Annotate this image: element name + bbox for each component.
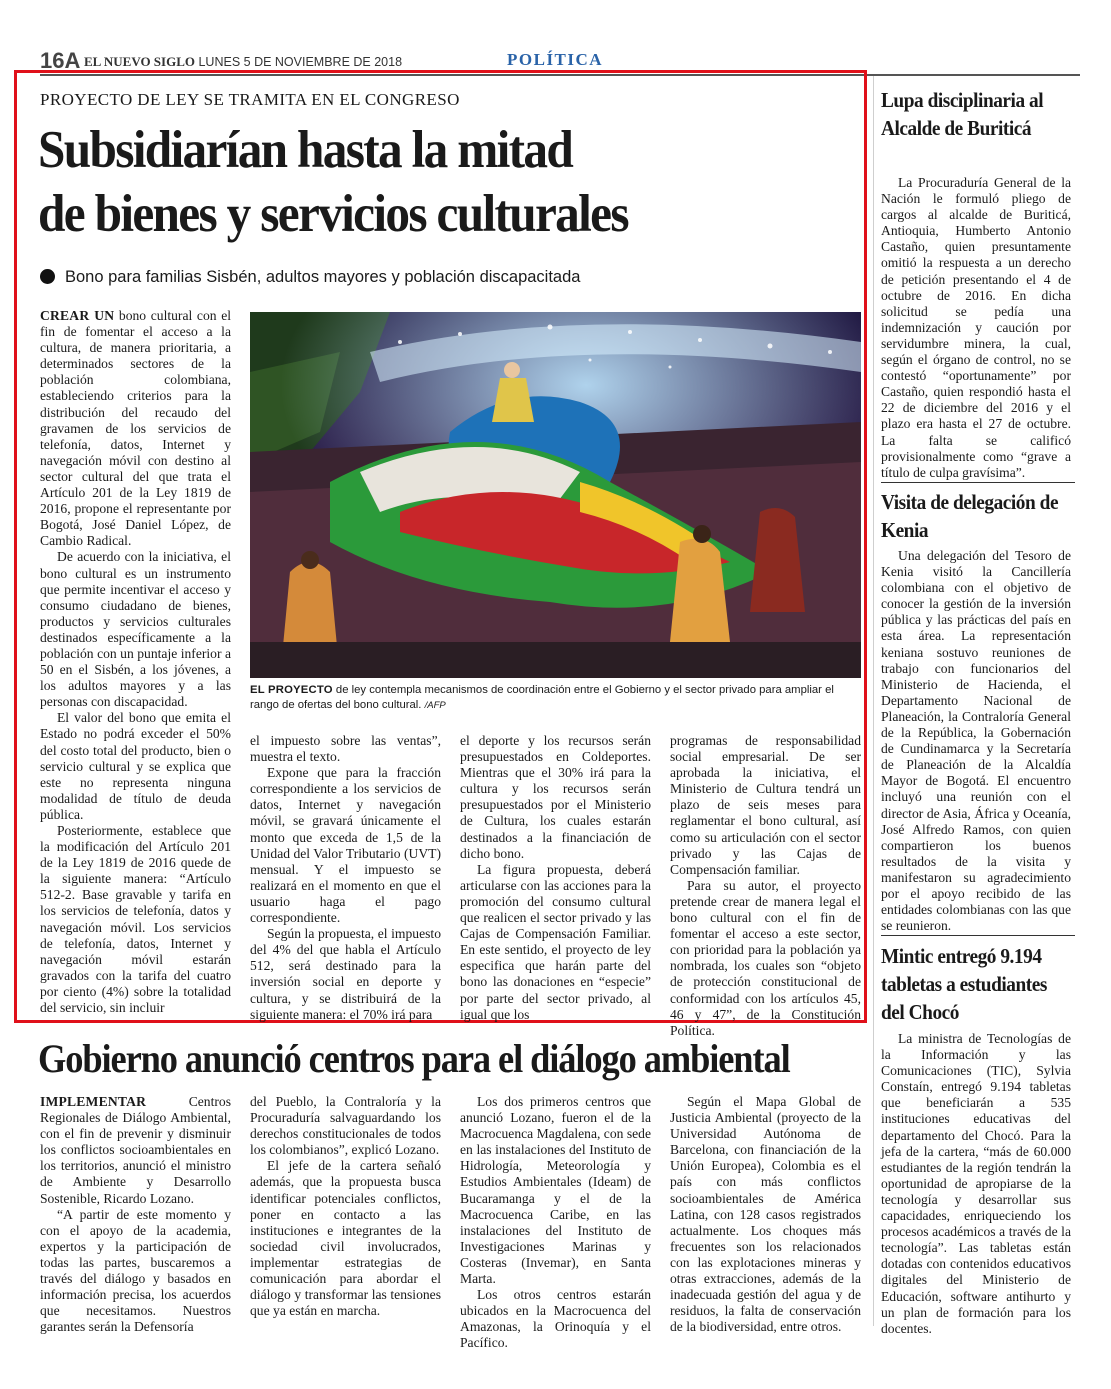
paragraph: Los otros centros estarán ubicados en la Macrocuenca del Amazonas, la Orinoquía y el Pacífico.	[460, 1287, 651, 1351]
section-label: POLÍTICA	[507, 50, 604, 69]
paragraph	[40, 308, 231, 549]
second-column-2	[250, 1094, 441, 1319]
paragraph: Una delegación del Tesoro de Kenia visitó la Cancillería colombiana con el objetivo de conocer la gestión de la inversión pública y las prácticas del país en esta área. La representación keniana sostuvo reuniones de trabajo con funcionarios del Ministerio de Hacienda, el Departamento Nacional de Planeación, la Contraloría General de la República, la Gobernación de Cundinamarca y la Secretaría de Planeación de la Alcaldía Mayor de Bogotá. El encuentro incluyó una reunión con el director de Asia, África y Oceanía, José Alfredo Ramos, con quien compartieron los buenos resultados de la visita y manifestaron su agradecimiento por el apoyo recibido de las entidades colombianas con las que se reunieron.	[881, 548, 1071, 934]
paragraph	[40, 1094, 231, 1207]
page-number: 16A	[40, 48, 81, 73]
paragraph: De acuerdo con la iniciativa, el bono cultural es un instrumento que permite incentivar el acceso y consumo ciudadano de bienes, productos y servicios culturales destinados específicamente a la población con un puntaje inferior a 50 en el Sisbén, a los jóvenes, a los adultos mayores y a las personas con discapacidad.	[40, 549, 231, 710]
main-headline	[38, 118, 801, 246]
caption-lead: EL PROYECTO	[250, 684, 333, 696]
paragraph-text: Centros Regionales de Diálogo Ambiental, con el fin de prevenir y disminuir los conflictos socioambientales en los territorios, anunció el ministro de Ambiente y Desarrollo Sostenible, Ricardo Lozano.	[40, 1094, 231, 1206]
second-column-1	[40, 1094, 231, 1335]
carnival-photo	[250, 312, 861, 678]
brief-divider	[881, 935, 1075, 936]
paragraph: Posteriormente, establece que la modificación del Artículo 201 de la Ley 1819 de 2016 quede de la siguiente manera: “Artículo 512-2. Base gravable y tarifa en los servicios de telefonía, datos y navegación móvil. Los servicios de telefonía, datos, Internet y navegación móvil estarán gravados con la tarifa del cuatro por ciento (4%) sobre la totalidad del servicio, sin incluir	[40, 823, 231, 1016]
paragraph: Según la propuesta, el impuesto del 4% del que habla el Artículo 512, será destinado para la inversión social en deporte y cultura, y se distribuirá de la siguiente manera: el 70% irá para	[250, 926, 441, 1022]
main-column-1	[40, 308, 231, 1016]
paragraph: La ministra de Tecnologías de la Información y las Comunicaciones (TIC), Sylvia Constaín, entregó 9.194 tabletas que beneficiarán a 535 instituciones educativas del departamento del Chocó. Para la jefa de la cartera, “más de 60.000 estudiantes de la región tendrán la oportunidad de apropiarse de la tecnología y desarrollar sus capacidades, enriqueciendo los procesos académicos a través de la tecnología”. Las tabletas están dotadas con contenidos educativos digitales del Ministerio de Educación, software antihurto y un plan de formación para los docentes.	[881, 1031, 1071, 1336]
paragraph: Para su autor, el proyecto pretende crear de manera legal el bono cultural con el fin de fomentar el acceso a este sector, con prioridad para la población ya nombrada, los cuales son “objeto de protección constitucional de conformidad con los artículos 45, 46 y 47”, de la Constitución Política.	[670, 877, 861, 1038]
issue-date: LUNES 5 DE NOVIEMBRE DE 2018	[198, 55, 403, 69]
headline-line-1: Subsidiarían hasta la mitad	[38, 121, 573, 179]
brief-divider	[881, 482, 1075, 483]
brief-3-body	[881, 1031, 1071, 1337]
paragraph: La figura propuesta, deberá articularse con las acciones para la promoción del consumo cultural que realicen el sector privado y las Cajas de Compensación Familiar. En este sentido, el proyecto de ley especifica que harán parte del bono las donaciones en “especie” por parte del sector privado, al igual que los	[460, 861, 651, 1022]
brief-2-body	[881, 548, 1071, 934]
lead-in: CREAR UN	[40, 308, 115, 323]
lead-in: IMPLEMENTAR	[40, 1094, 147, 1109]
brief-1-body	[881, 175, 1071, 481]
bullet-icon	[40, 269, 55, 284]
paragraph: La Procuraduría General de la Nación le formuló pliego de cargos al alcalde de Buriticá, Antioquia, Humberto Antonio Castaño, quien presuntamente omitió la respuesta a un derecho de petición presentando el 4 de octubre de 2016. En dicha solicitud se pedía una indemnización y caución por servidumbre minera, la cual, según el órgano de control, no se contestó “oportunamente” por Castaño, quien respondió hasta el 22 de diciembre del 2016 y el plazo era hasta el 27 de octubre. La falta se calificó provisionalmente como “grave a título de culpa gravísima”.	[881, 175, 1071, 480]
paragraph: Expone que para la fracción correspondiente a los servicios de datos, Internet y navegación móvil, se gravará únicamente el monto que exceda de 1,5 de la Unidad del Valor Tributario (UVT) mensual. Y el impuesto se realizará en el momento en que el usuario haga el pago correspondiente.	[250, 765, 441, 926]
caption-text: de ley contempla mecanismos de coordinación entre el Gobierno y el sector privado para ampliar el rango de ofertas del bono cultural.	[250, 684, 834, 711]
second-column-4	[670, 1094, 861, 1335]
kicker: PROYECTO DE LEY SE TRAMITA EN EL CONGRESO	[40, 90, 460, 109]
photo-caption	[250, 683, 861, 713]
dek	[40, 268, 860, 287]
headline-line-2: de bienes y servicios culturales	[38, 185, 628, 243]
main-column-4	[670, 733, 861, 1039]
paragraph: El jefe de la cartera señaló además, que la propuesta busca identificar potenciales conflictos, poner en contacto a las instituciones e integrantes de la sociedad civil involucrados, implementar estrategias de comunicación para abordar el diálogo y transformar las tensiones que ya están en marcha.	[250, 1158, 441, 1319]
second-headline: Gobierno anunció centros para el diálogo ambiental	[38, 1036, 790, 1081]
paragraph: el deporte y los recursos serán presupuestados en Coldeportes. Mientras que el 30% irá para la cultura y los recursos serán presupuestados por el Ministerio de Cultura, los cuales estarán destinados a la financiación de dicho bono.	[460, 733, 651, 861]
paragraph: del Pueblo, la Contraloría y la Procuraduría salvaguardando los derechos constitucionales de todos los colombianos”, explicó Lozano.	[250, 1094, 441, 1158]
second-column-3	[460, 1094, 651, 1352]
brief-3-title: Mintic entregó 9.194 tabletas a estudiantes del Chocó	[881, 944, 1047, 1024]
paragraph: Los dos primeros centros que anunció Lozano, fueron el de la Macrocuenca Magdalena, con sede en las instalaciones del Instituto de Hidrología, Meteorología y Estudios Ambientales (Ideam) de Bucaramanga y el de la Macrocuenca Caribe, en las instalaciones del Instituto de Investigaciones Marinas y Costeras (Invemar), en Santa Marta.	[460, 1094, 651, 1287]
paper-name: EL NUEVO SIGLO	[84, 54, 195, 69]
photo-credit: /AFP	[424, 699, 446, 711]
sidebar-divider	[873, 76, 874, 1326]
main-column-3	[460, 733, 651, 1023]
paragraph: “A partir de este momento y con el apoyo de la academia, expertos y la participación de todas las partes, buscaremos a través del diálogo y basados en información precisa, los acuerdos que necesitamos. Nuestros garantes serán la Defensoría	[40, 1206, 231, 1335]
paragraph: el impuesto sobre las ventas”, muestra el texto.	[250, 733, 441, 765]
paper-info	[84, 54, 402, 70]
brief-2-title: Visita de delegación de Kenia	[881, 490, 1059, 542]
paragraph-text: bono cultural con el fin de fomentar el acceso a la cultura, de manera prioritaria, a determinados sectores de la población colombiana, estableciendo criterios para la distribución del recaudo del gravamen de los servicios de telefonía, datos, Internet y navegación móvil con destino al sector cultural del que trata el Artículo 201 de la Ley 1819 de 2016, propone el representante por Bogotá, José Daniel López, de Cambio Radical.	[40, 308, 231, 549]
paragraph: programas de responsabilidad social empresarial. De ser aprobada la iniciativa, el Ministerio de Cultura tendrá un plazo de seis meses para reglamentar el bono cultural, así como su articulación con el sector privado y las Cajas de Compensación familiar.	[670, 733, 861, 877]
paragraph: El valor del bono que emita el Estado no podrá exceder el 50% del costo total del producto, bien o servicio cultural y se explica que este no representa ninguna modalidad de título de deuda pública.	[40, 710, 231, 822]
brief-1-title: Lupa disciplinaria al Alcalde de Buriticá	[881, 88, 1044, 140]
dek-text: Bono para familias Sisbén, adultos mayores y población discapacitada	[65, 268, 581, 286]
paragraph: Según el Mapa Global de Justicia Ambiental (proyecto de la Universidad Autónoma de Barcelona, con financiación de la Unión Europea), Colombia es el país con más conflictos socioambientales de América Latina, con 128 casos registrados actualmente. Los choques más frecuentes son los relacionados con las explotaciones mineras y otras extracciones, además de la inadecuada gestión del agua y de residuos, la falta de conservación de la biodiversidad, entre otros.	[670, 1094, 861, 1335]
main-column-2	[250, 733, 441, 1023]
carnival-photo-illustration	[250, 312, 861, 678]
